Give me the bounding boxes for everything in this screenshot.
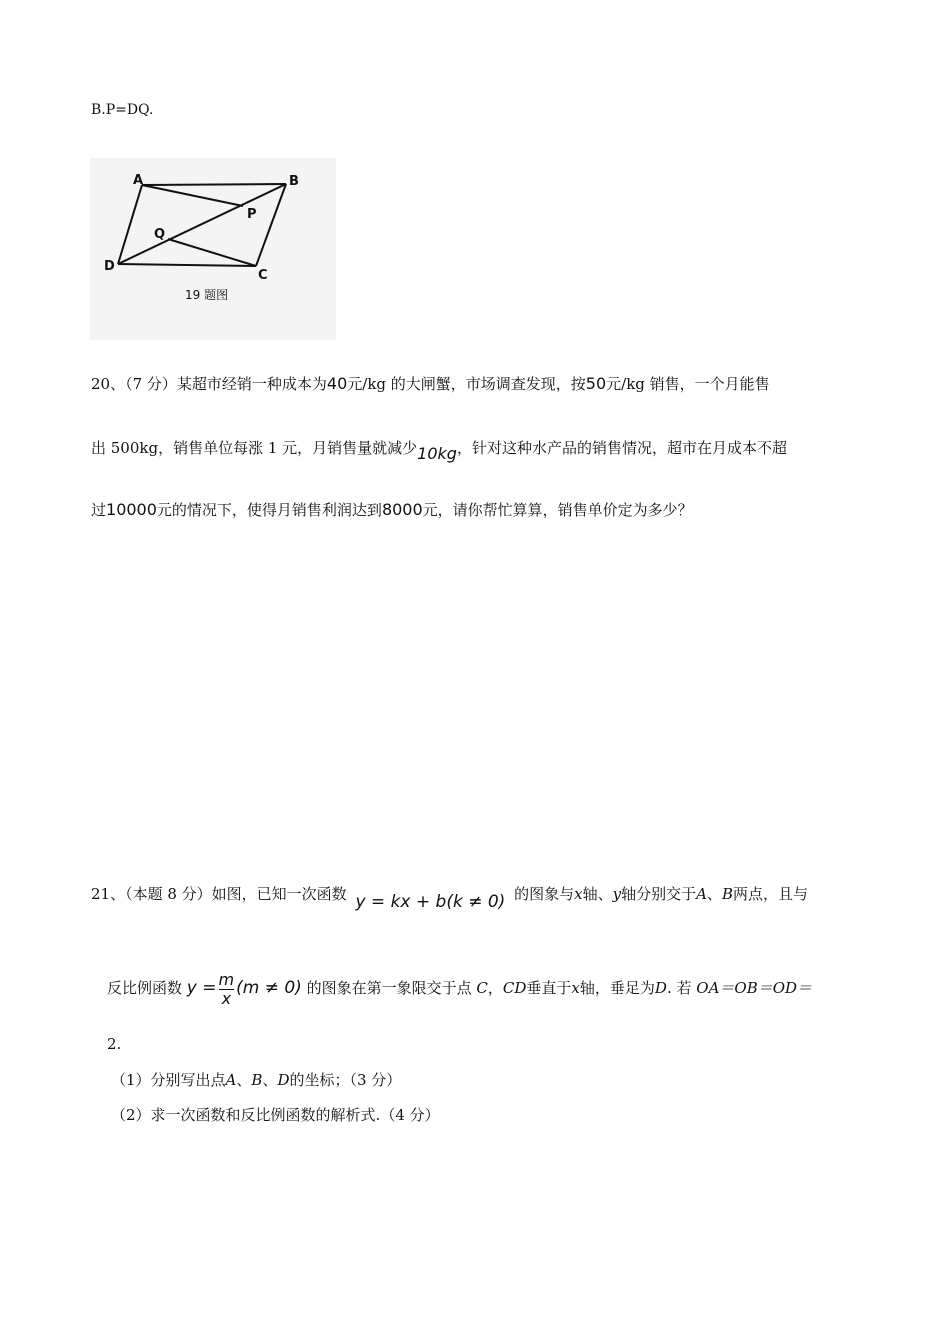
q21-part-1 — [111, 1070, 401, 1090]
fraction-m-over-x — [219, 971, 235, 1008]
inverse-function-lhs: y = — [186, 978, 217, 998]
q20-cost: 40 — [326, 374, 348, 393]
var-x: x — [574, 885, 583, 903]
q21-text: 、 — [262, 1071, 278, 1089]
q21-text: 轴、 — [582, 885, 613, 903]
q21-text: 的图象与 — [514, 885, 575, 903]
q20-text: 出 500kg，销售单位每涨 1 元，月销售量就减少 — [91, 439, 418, 457]
fraction-numerator: m — [218, 969, 235, 989]
point-c: C — [476, 979, 488, 997]
figure-caption: 19 题图 — [185, 288, 229, 302]
q21-text: 反比例函数 — [107, 979, 183, 997]
length-equality: OA＝OB＝OD＝ — [696, 979, 813, 997]
segment-cd: CD — [502, 979, 527, 997]
q20-text: 元/kg 销售，一个月能售 — [606, 375, 770, 393]
label-q: Q — [154, 227, 166, 242]
inverse-function-condition: (m ≠ 0) — [236, 978, 302, 998]
q20-text: 元，请你帮忙算算，销售单价定为多少？ — [422, 501, 693, 519]
q21-text: 21、（本题 8 分）如图，已知一次函数 — [91, 885, 347, 903]
q21-text: 轴，垂足为 — [579, 979, 655, 997]
point-b: B — [721, 885, 733, 903]
q20-text: 20、（7 分）某超市经销一种成本为 — [91, 375, 327, 393]
q21-text: ， — [487, 979, 503, 997]
q20-text: 元/kg 的大闸蟹，市场调查发现，按 — [347, 375, 586, 393]
point-d: D — [654, 979, 667, 997]
q20-text: ，针对这种水产品的销售情况，超市在月成本不超 — [456, 439, 787, 457]
q20-line-1 — [91, 374, 770, 394]
label-b: B — [289, 174, 299, 189]
point-d: D — [277, 1071, 290, 1089]
label-d: D — [104, 259, 115, 274]
q20-decrease: 10kg — [417, 444, 457, 463]
q20-max-cost: 10000 — [106, 500, 157, 519]
point-a: A — [696, 885, 707, 903]
q20-text: 元的情况下，使得月销售利润达到 — [156, 501, 382, 519]
prev-answer-line: B.P=DQ. — [91, 102, 154, 118]
q21-line-2 — [107, 968, 812, 1008]
linear-function-equation: y = kx + b(k ≠ 0) — [355, 892, 506, 912]
label-a: A — [133, 173, 144, 188]
q21-text: . 若 — [666, 979, 692, 997]
q20-line-3 — [91, 500, 693, 520]
q21-text: 、 — [236, 1071, 252, 1089]
q20-profit: 8000 — [381, 500, 423, 519]
q21-text: （1）分别写出点 — [111, 1071, 226, 1089]
q21-text: 的坐标；（3 分） — [289, 1071, 402, 1089]
var-y: y — [612, 885, 622, 903]
point-a: A — [225, 1071, 237, 1089]
label-p: P — [247, 207, 257, 222]
parallelogram-figure — [90, 158, 336, 340]
q21-line-3: 2. — [107, 1035, 122, 1053]
edge-ab — [142, 184, 286, 185]
var-x: x — [571, 979, 580, 997]
q20-text: 过 — [91, 501, 107, 519]
label-c: C — [258, 268, 268, 283]
q21-line-1 — [91, 884, 808, 912]
q21-text: 垂直于 — [526, 979, 572, 997]
q21-text: 两点，且与 — [732, 885, 808, 903]
q21-text: 轴分别交于 — [621, 885, 697, 903]
fraction-denominator: x — [219, 989, 235, 1008]
q21-text: 、 — [706, 885, 722, 903]
q21-part-2: （2）求一次函数和反比例函数的解析式.（4 分） — [111, 1106, 440, 1124]
q21-text: 的图象在第一象限交于点 — [306, 979, 472, 997]
q20-line-2 — [91, 438, 787, 463]
point-b: B — [251, 1071, 263, 1089]
q20-price: 50 — [585, 374, 607, 393]
